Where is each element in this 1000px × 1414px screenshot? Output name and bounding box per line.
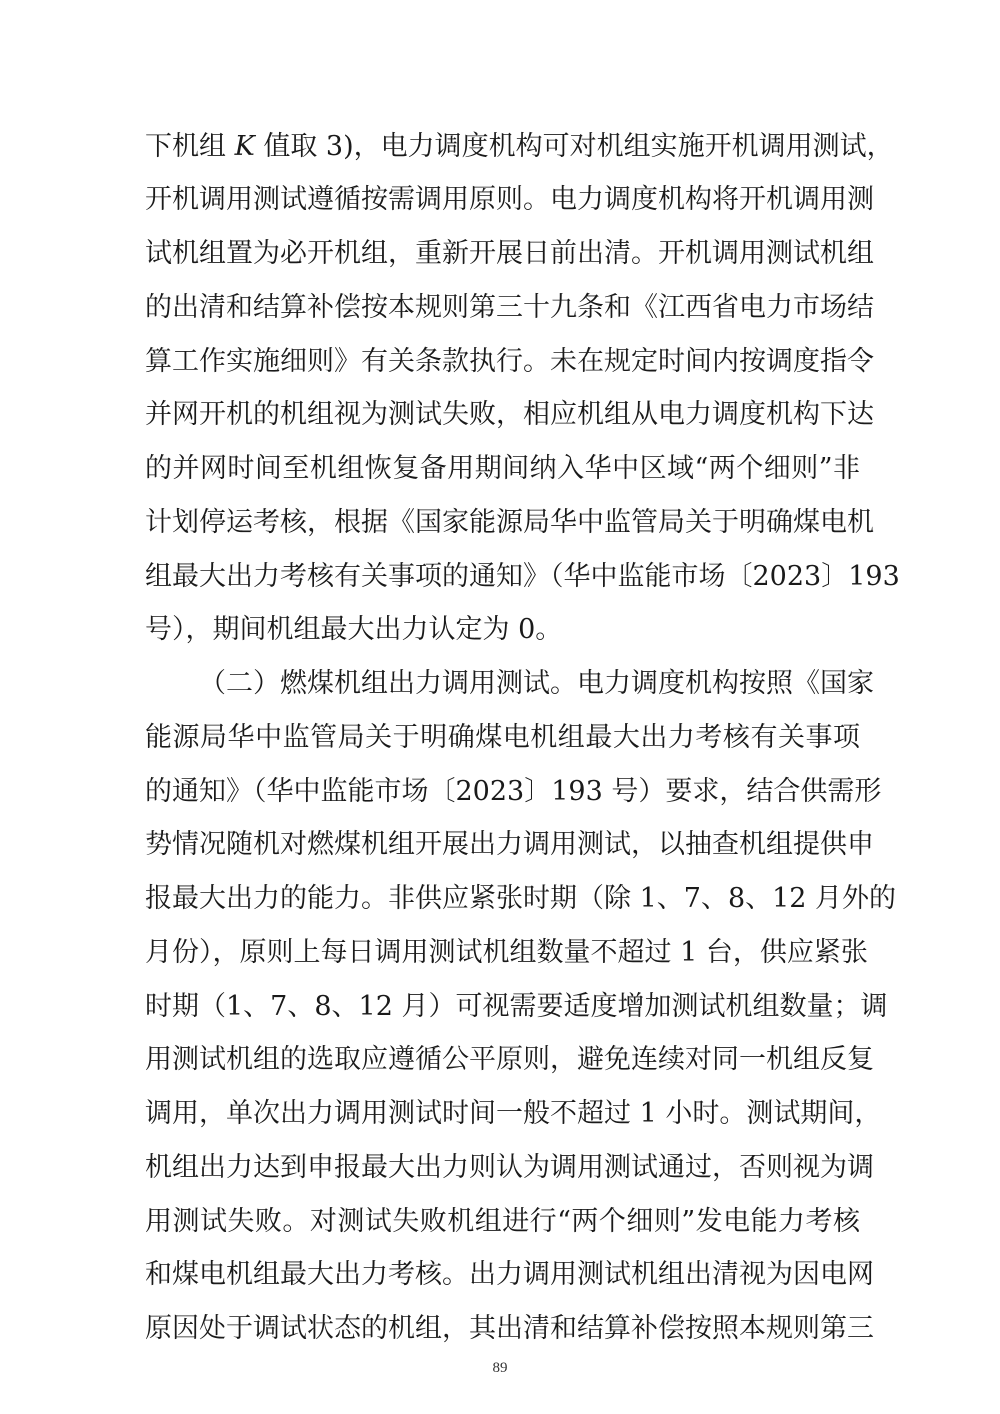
paragraph-1-line-1 [145,127,894,167]
paragraph-2-line-11: 用测试失败。对测试失败机组进行“两个细则”发电能力考核 [145,1206,860,1237]
paragraph-2-line-12: 和煤电机组最大出力考核。出力调用测试机组出清视为因电网 [145,1259,874,1290]
paragraph-2-line-1: （二）燃煤机组出力调用测试。电力调度机构按照《国家 [199,668,874,699]
paragraph-1-line-8: 计划停运考核，根据《国家能源局华中监管局关于明确煤电机 [145,507,874,538]
paragraph-1-line-10: 号），期间机组最大出力认定为 0。 [145,614,563,645]
paragraph-2-line-7: 时期（1、7、8、12 月）可视需要适度增加测试机组数量；调 [145,991,888,1022]
paragraph-2-line-3: 的通知》（华中监能市场〔2023〕193 号）要求，结合供需形 [145,776,882,807]
paragraph-1-line-5: 算工作实施细则》有关条款执行。未在规定时间内按调度指令 [145,346,874,377]
paragraph-1-line-7: 的并网时间至机组恢复备用期间纳入华中区域“两个细则”非 [145,453,860,484]
paragraph-2-line-4: 势情况随机对燃煤机组开展出力调用测试，以抽查机组提供申 [145,829,874,860]
text-segment: 值取 3)，电力调度机构可对机组实施开机调用测试， [254,131,894,162]
paragraph-2-line-8: 用测试机组的选取应遵循公平原则，避免连续对同一机组反复 [145,1044,874,1075]
paragraph-1-line-3: 试机组置为必开机组，重新开展日前出清。开机调用测试机组 [145,238,874,269]
paragraph-2-line-13: 原因处于调试状态的机组，其出清和结算补偿按照本规则第三 [145,1313,874,1344]
page-number: 89 [492,1360,508,1376]
paragraph-2-line-10: 机组出力达到申报最大出力则认为调用测试通过，否则视为调 [145,1152,874,1183]
k-variable: K [234,131,255,162]
paragraph-1-line-9: 组最大出力考核有关事项的通知》（华中监能市场〔2023〕193 [145,561,900,592]
paragraph-2-line-2: 能源局华中监管局关于明确煤电机组最大出力考核有关事项 [145,722,860,753]
paragraph-1-line-2: 开机调用测试遵循按需调用原则。电力调度机构将开机调用测 [145,184,874,215]
paragraph-2-line-6: 月份），原则上每日调用测试机组数量不超过 1 台，供应紧张 [145,937,868,968]
paragraph-2-line-5: 报最大出力的能力。非供应紧张时期（除 1、7、8、12 月外的 [145,883,897,914]
text-segment: 下机组 [145,131,235,162]
paragraph-1-line-6: 并网开机的机组视为测试失败，相应机组从电力调度机构下达 [145,399,874,430]
paragraph-1-line-4: 的出清和结算补偿按本规则第三十九条和《江西省电力市场结 [145,292,874,323]
paragraph-2-line-9: 调用，单次出力调用测试时间一般不超过 1 小时。测试期间， [145,1098,882,1129]
